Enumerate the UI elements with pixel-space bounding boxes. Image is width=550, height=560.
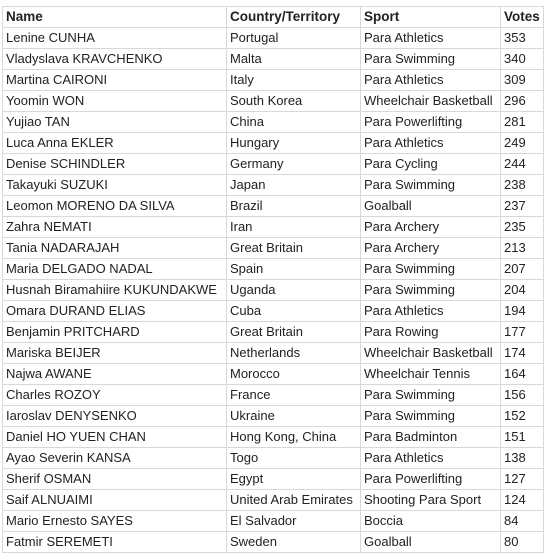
table-row	[3, 28, 544, 49]
sport-cell: Para Powerlifting	[361, 469, 501, 490]
country-cell: Hungary	[227, 133, 361, 154]
name-cell: Leomon MORENO DA SILVA	[3, 196, 227, 217]
votes-cell: 194	[501, 301, 544, 322]
name-cell: Saif ALNUAIMI	[3, 490, 227, 511]
sport-cell: Para Archery	[361, 217, 501, 238]
sport-cell: Para Swimming	[361, 175, 501, 196]
table-row	[3, 112, 544, 133]
sport-cell: Para Swimming	[361, 406, 501, 427]
sport-cell: Goalball	[361, 532, 501, 553]
votes-cell: 152	[501, 406, 544, 427]
name-cell: Denise SCHINDLER	[3, 154, 227, 175]
votes-cell: 244	[501, 154, 544, 175]
name-cell: Mariska BEIJER	[3, 343, 227, 364]
country-cell: Germany	[227, 154, 361, 175]
name-cell: Takayuki SUZUKI	[3, 175, 227, 196]
table-row	[3, 490, 544, 511]
votes-cell: 213	[501, 238, 544, 259]
table-body	[3, 28, 544, 553]
name-cell: Yujiao TAN	[3, 112, 227, 133]
votes-cell: 124	[501, 490, 544, 511]
country-cell: Morocco	[227, 364, 361, 385]
sport-cell: Goalball	[361, 196, 501, 217]
votes-cell: 238	[501, 175, 544, 196]
table-header	[3, 7, 544, 28]
country-cell: Hong Kong, China	[227, 427, 361, 448]
country-cell: Malta	[227, 49, 361, 70]
sport-cell: Para Powerlifting	[361, 112, 501, 133]
country-cell: Italy	[227, 70, 361, 91]
table-row	[3, 238, 544, 259]
header-row	[3, 7, 544, 28]
table-row	[3, 133, 544, 154]
name-cell: Najwa AWANE	[3, 364, 227, 385]
table-row	[3, 280, 544, 301]
name-cell: Husnah Biramahiire KUKUNDAKWE	[3, 280, 227, 301]
country-cell: Brazil	[227, 196, 361, 217]
name-cell: Maria DELGADO NADAL	[3, 259, 227, 280]
column-header-name: Name	[3, 7, 227, 28]
table-row	[3, 427, 544, 448]
country-cell: Sweden	[227, 532, 361, 553]
table-row	[3, 343, 544, 364]
table-row	[3, 301, 544, 322]
name-cell: Mario Ernesto SAYES	[3, 511, 227, 532]
votes-table	[2, 6, 544, 553]
name-cell: Omara DURAND ELIAS	[3, 301, 227, 322]
sport-cell: Para Badminton	[361, 427, 501, 448]
country-cell: Great Britain	[227, 238, 361, 259]
table-row	[3, 49, 544, 70]
country-cell: Iran	[227, 217, 361, 238]
votes-cell: 174	[501, 343, 544, 364]
name-cell: Charles ROZOY	[3, 385, 227, 406]
table-row	[3, 196, 544, 217]
sport-cell: Para Cycling	[361, 154, 501, 175]
country-cell: El Salvador	[227, 511, 361, 532]
country-cell: Cuba	[227, 301, 361, 322]
votes-cell: 249	[501, 133, 544, 154]
votes-cell: 237	[501, 196, 544, 217]
sport-cell: Para Swimming	[361, 259, 501, 280]
country-cell: Spain	[227, 259, 361, 280]
votes-cell: 353	[501, 28, 544, 49]
sport-cell: Para Athletics	[361, 28, 501, 49]
table-row	[3, 154, 544, 175]
name-cell: Zahra NEMATI	[3, 217, 227, 238]
votes-cell: 84	[501, 511, 544, 532]
country-cell: Portugal	[227, 28, 361, 49]
sport-cell: Para Rowing	[361, 322, 501, 343]
sport-cell: Para Athletics	[361, 448, 501, 469]
name-cell: Ayao Severin KANSA	[3, 448, 227, 469]
table-row	[3, 364, 544, 385]
name-cell: Martina CAIRONI	[3, 70, 227, 91]
sport-cell: Shooting Para Sport	[361, 490, 501, 511]
table-row	[3, 532, 544, 553]
sport-cell: Wheelchair Basketball	[361, 91, 501, 112]
sport-cell: Para Athletics	[361, 133, 501, 154]
votes-cell: 127	[501, 469, 544, 490]
sport-cell: Para Athletics	[361, 70, 501, 91]
name-cell: Luca Anna EKLER	[3, 133, 227, 154]
country-cell: Togo	[227, 448, 361, 469]
table-row	[3, 406, 544, 427]
sport-cell: Para Swimming	[361, 280, 501, 301]
sport-cell: Boccia	[361, 511, 501, 532]
votes-cell: 204	[501, 280, 544, 301]
sport-cell: Wheelchair Basketball	[361, 343, 501, 364]
name-cell: Fatmir SEREMETI	[3, 532, 227, 553]
votes-cell: 281	[501, 112, 544, 133]
country-cell: China	[227, 112, 361, 133]
table-row	[3, 91, 544, 112]
table-row	[3, 175, 544, 196]
votes-cell: 80	[501, 532, 544, 553]
name-cell: Sherif OSMAN	[3, 469, 227, 490]
sport-cell: Wheelchair Tennis	[361, 364, 501, 385]
country-cell: South Korea	[227, 91, 361, 112]
column-header-country: Country/Territory	[227, 7, 361, 28]
country-cell: Uganda	[227, 280, 361, 301]
votes-cell: 207	[501, 259, 544, 280]
table-row	[3, 70, 544, 91]
sport-cell: Para Swimming	[361, 385, 501, 406]
name-cell: Daniel HO YUEN CHAN	[3, 427, 227, 448]
table-row	[3, 322, 544, 343]
name-cell: Benjamin PRITCHARD	[3, 322, 227, 343]
table-row	[3, 469, 544, 490]
country-cell: Great Britain	[227, 322, 361, 343]
name-cell: Tania NADARAJAH	[3, 238, 227, 259]
sport-cell: Para Archery	[361, 238, 501, 259]
country-cell: United Arab Emirates	[227, 490, 361, 511]
country-cell: Egypt	[227, 469, 361, 490]
name-cell: Yoomin WON	[3, 91, 227, 112]
name-cell: Iaroslav DENYSENKO	[3, 406, 227, 427]
country-cell: France	[227, 385, 361, 406]
votes-cell: 138	[501, 448, 544, 469]
table-row	[3, 259, 544, 280]
table-row	[3, 385, 544, 406]
votes-cell: 177	[501, 322, 544, 343]
votes-cell: 296	[501, 91, 544, 112]
column-header-votes: Votes	[501, 7, 544, 28]
table-row	[3, 511, 544, 532]
sport-cell: Para Swimming	[361, 49, 501, 70]
name-cell: Lenine CUNHA	[3, 28, 227, 49]
name-cell: Vladyslava KRAVCHENKO	[3, 49, 227, 70]
table-row	[3, 448, 544, 469]
votes-cell: 340	[501, 49, 544, 70]
country-cell: Netherlands	[227, 343, 361, 364]
votes-cell: 309	[501, 70, 544, 91]
votes-cell: 156	[501, 385, 544, 406]
votes-cell: 235	[501, 217, 544, 238]
country-cell: Japan	[227, 175, 361, 196]
sport-cell: Para Athletics	[361, 301, 501, 322]
votes-cell: 164	[501, 364, 544, 385]
column-header-sport: Sport	[361, 7, 501, 28]
country-cell: Ukraine	[227, 406, 361, 427]
votes-cell: 151	[501, 427, 544, 448]
table-row	[3, 217, 544, 238]
